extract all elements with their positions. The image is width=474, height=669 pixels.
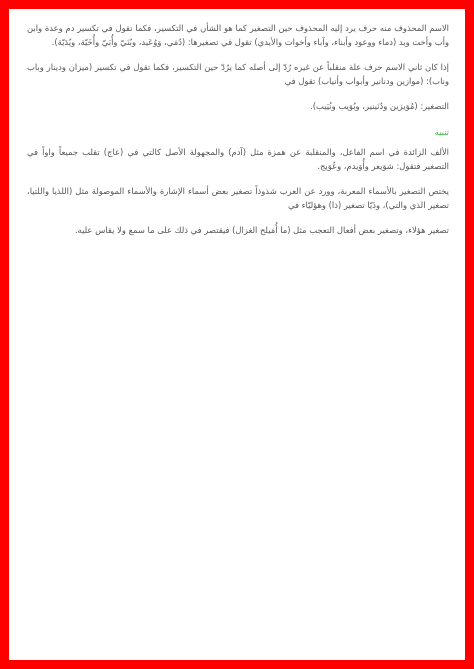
paragraph-weak-second-letter: إذا كان ثاني الاسم حرف علة منقلباً عن غيره رُدّ إلى أصله كما يرُدّ حين التكسير، فكما تقول في تكسير (ميزان ودينار وباب وناب): (موازين ودنانير وأبواب وأنياب) تقول في [27, 62, 449, 86]
paragraph-exclamation-verbs: تصغير هؤلاء، وتصغير بعض أفعال التعجب مثل (ما أُمَيلح الغزال) فيقتصر في ذلك على ما سمع ولا يقاس عليه. [74, 225, 449, 235]
document-body [27, 22, 449, 250]
paragraph-declinable-nouns: يختص التصغير بالأسماء المعربة، وورد عن العرب شذوذاً تصغير بعض أسماء الإشارة والأسماء الموصولة مثل (اللذيا واللتيا، تصغير الذي والتي)، وذَيّا تصغير (ذا) وهؤليّاء في [27, 186, 449, 210]
section-heading-notice: تنبيه [434, 126, 449, 137]
document-page [9, 9, 465, 660]
paragraph-restore-deleted-letter: الاسم المحذوف منه حرف يرد إليه المحذوف حين التصغير كما هو الشأن في التكسير، فكما تقول في تكسير دم وعدة وابن وأب وأخت ويد (دماء ووعود وأبناء، وآباء وأخوات والأيدي) تقول في تصغيرها: (دُمَي، وَوُعَيد، وبُنَيّ وأُبَيّ وأُخَيّة، ويُدَيّة). [27, 23, 449, 47]
paragraph-diminutive-examples: التصغير: (مُوَيزين ودُنَينير، وبُوَيب ونُيَيب). [310, 101, 449, 111]
paragraph-alif-to-waw: الألف الزائدة في اسم الفاعل، والمنقلبة عن همزة مثل (آدم) والمجهولة الأصل كالتي في (عاج) تقلب جميعاً واواً في التصغير فتقول: شوَيعر وأُوَيدم، وعُوَيج. [27, 147, 449, 171]
